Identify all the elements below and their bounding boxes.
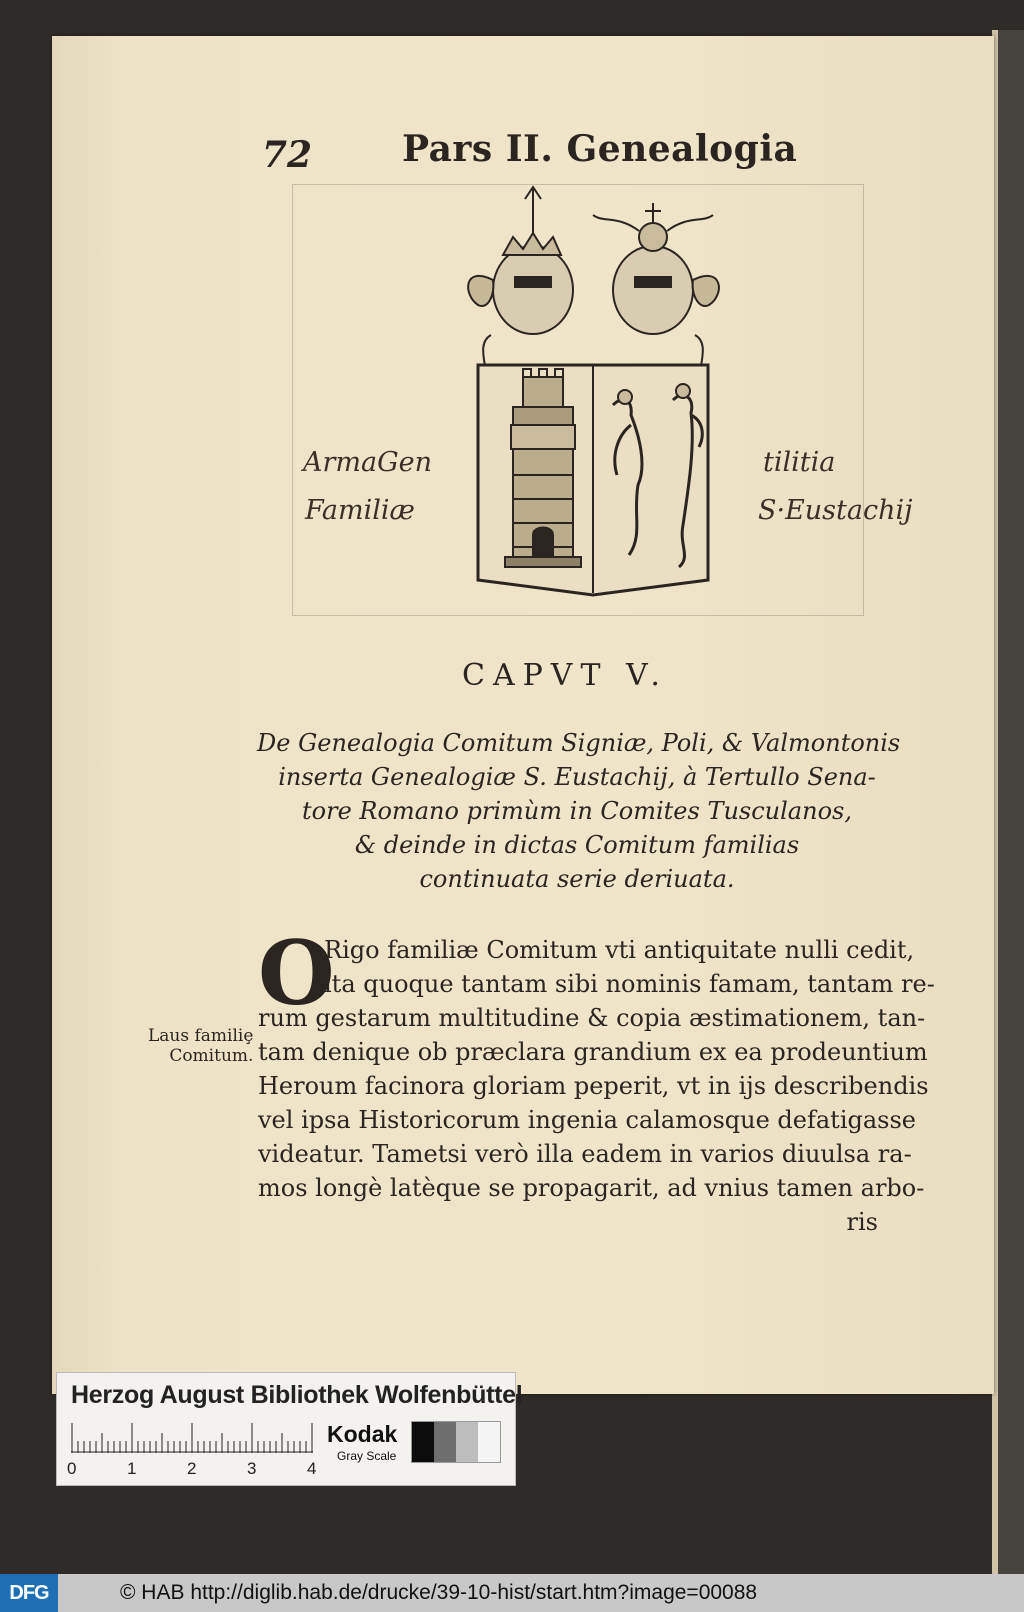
running-head: Pars II. Genealogia bbox=[402, 128, 798, 170]
catchword: ris bbox=[846, 1208, 878, 1236]
body-line: tam denique ob præclara grandium ex ea prodeuntium bbox=[258, 1038, 928, 1066]
gray-scale-swatches bbox=[411, 1421, 501, 1463]
ruler-number: 1 bbox=[127, 1459, 137, 1478]
figure-caption-familiae: Familiæ bbox=[305, 495, 415, 526]
body-line: Heroum facinora gloriam peperit, vt in ijs describendis bbox=[258, 1072, 929, 1100]
body-line: Rigo familiæ Comitum vti antiquitate nulli cedit, bbox=[324, 936, 915, 964]
subtitle-line: De Genealogia Comitum Signiæ, Poli, & Valmontonis bbox=[257, 729, 901, 757]
body-line: videatur. Tametsi verò illa eadem in varios diuulsa ra- bbox=[258, 1140, 912, 1168]
margin-note bbox=[148, 1026, 253, 1066]
viewer-footer bbox=[0, 1574, 1024, 1612]
figure-caption-arma: ArmaGen bbox=[303, 447, 433, 478]
body-line: rum gestarum multitudine & copia æstimationem, tan- bbox=[258, 1004, 926, 1032]
subtitle-line: inserta Genealogiæ S. Eustachij, à Tertullo Sena- bbox=[278, 763, 876, 791]
ruler-number: 2 bbox=[187, 1459, 197, 1478]
subtitle-line: & deinde in dictas Comitum familias bbox=[354, 831, 800, 859]
ruler-number: 3 bbox=[247, 1459, 257, 1478]
book-page bbox=[52, 36, 994, 1394]
coat-of-arms-illustration bbox=[433, 185, 753, 615]
ruler-number: 4 bbox=[307, 1459, 317, 1478]
coat-of-arms-plate bbox=[292, 184, 913, 616]
kodak-logo: Kodak bbox=[327, 1421, 398, 1447]
library-name: Herzog August Bibliothek Wolfenbüttel bbox=[71, 1381, 523, 1409]
grayscale-label: Gray Scale bbox=[337, 1449, 397, 1463]
chapter-title: CAPVT V. bbox=[462, 658, 668, 693]
figure-caption-tilitia: tilitia bbox=[763, 447, 836, 478]
margin-note-line: Laus familiȩ bbox=[148, 1026, 254, 1046]
body-text bbox=[258, 921, 935, 1239]
figure-caption-eustachij: S·Eustachij bbox=[758, 495, 913, 526]
margin-note-line: Comitum. bbox=[169, 1046, 254, 1066]
subtitle-line: continuata serie deriuata. bbox=[419, 865, 735, 893]
dfg-logo[interactable]: DFG bbox=[0, 1574, 58, 1612]
page-number: 72 bbox=[262, 134, 313, 176]
chapter-subtitle bbox=[257, 726, 901, 896]
body-line: ita quoque tantam sibi nominis famam, tantam re- bbox=[324, 970, 935, 998]
page-header bbox=[262, 128, 822, 178]
library-color-chart bbox=[56, 1372, 523, 1486]
body-line: mos longè latèque se propagarit, ad vnius tamen arbo- bbox=[258, 1174, 925, 1202]
ruler-scale bbox=[71, 1423, 313, 1453]
adjacent-page-edge bbox=[992, 30, 1024, 1575]
subtitle-line: tore Romano primùm in Comites Tusculanos, bbox=[302, 797, 852, 825]
drop-cap: O bbox=[258, 921, 335, 1025]
ruler-number: 0 bbox=[67, 1459, 77, 1478]
copyright-url[interactable]: © HAB http://diglib.hab.de/drucke/39-10-hist/start.htm?image=00088 bbox=[120, 1581, 758, 1604]
body-line: vel ipsa Historicorum ingenia calamosque defatigasse bbox=[258, 1106, 916, 1134]
